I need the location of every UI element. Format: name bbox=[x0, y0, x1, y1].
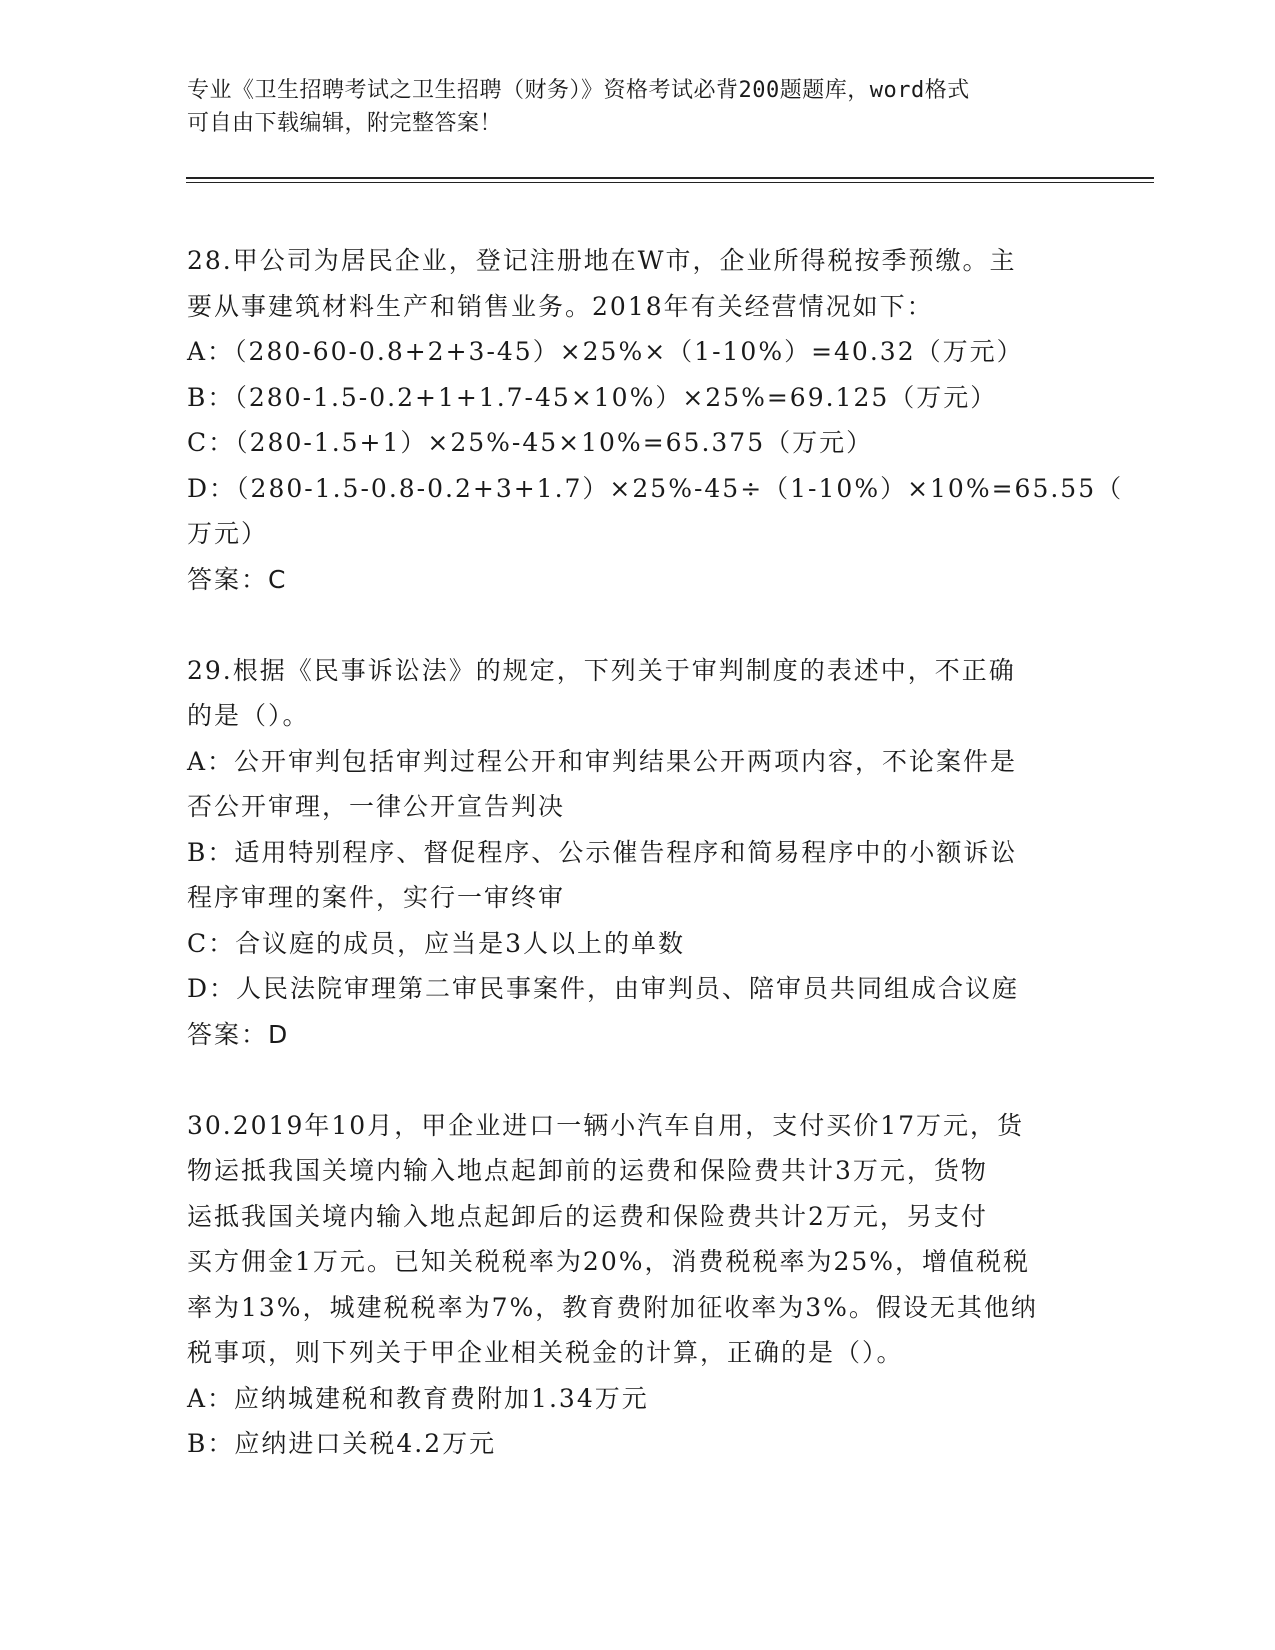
question-stem-line: 30.2019年10月，甲企业进口一辆小汽车自用，支付买价17万元，货 bbox=[187, 1110, 1025, 1140]
header-divider-thick bbox=[186, 177, 1154, 179]
option-d-continued: 万元） bbox=[187, 519, 269, 548]
question-stem-line: 29.根据《民事诉讼法》的规定，下列关于审判制度的表述中，不正确 bbox=[187, 655, 1016, 685]
question-29 bbox=[187, 648, 1087, 1058]
option-d: D：人民法院审理第二审民事案件，由审判员、陪审员共同组成合议庭 bbox=[187, 974, 1020, 1003]
option-a: A：应纳城建税和教育费附加1.34万元 bbox=[187, 1383, 649, 1413]
option-a: A：公开审判包括审判过程公开和审判结果公开两项内容，不论案件是 bbox=[187, 746, 1018, 776]
question-stem-line: 率为13%，城建税税率为7%，教育费附加征收率为3%。假设无其他纳 bbox=[187, 1292, 1038, 1322]
option-b-continued: 程序审理的案件，实行一审终审 bbox=[187, 883, 566, 912]
question-stem-line: 28.甲公司为居民企业，登记注册地在W市，企业所得税按季预缴。主 bbox=[187, 246, 1017, 275]
document-header bbox=[187, 74, 1087, 140]
question-30 bbox=[187, 1103, 1087, 1467]
header-line-1: 专业《卫生招聘考试之卫生招聘（财务）》资格考试必背200题题库，word格式 bbox=[187, 78, 970, 103]
question-stem-line: 运抵我国关境内输入地点起卸后的运费和保险费共计2万元，另支付 bbox=[187, 1201, 988, 1231]
question-stem-line: 要从事建筑材料生产和销售业务。2018年有关经营情况如下： bbox=[187, 291, 934, 321]
question-28 bbox=[187, 238, 1124, 602]
option-b: B：应纳进口关税4.2万元 bbox=[187, 1429, 497, 1458]
answer-label: 答案：D bbox=[187, 1019, 290, 1049]
question-stem-line: 税事项，则下列关于甲企业相关税金的计算，正确的是（）。 bbox=[187, 1338, 904, 1367]
question-list bbox=[187, 238, 1124, 1467]
option-a: A：（280-60-0.8+2+3-45）×25%×（1-10%）=40.32（万元） bbox=[187, 337, 1024, 366]
option-c: C：合议庭的成员，应当是3人以上的单数 bbox=[187, 928, 686, 958]
option-c: C：（280-1.5+1）×25%-45×10%=65.375（万元） bbox=[187, 428, 874, 457]
question-stem-line: 的是（）。 bbox=[187, 701, 310, 730]
option-a-continued: 否公开审理，一律公开宣告判决 bbox=[187, 792, 566, 821]
question-spacer bbox=[187, 602, 1087, 648]
option-b: B：（280-1.5-0.2+1+1.7-45×10%）×25%=69.125（万元） bbox=[187, 382, 998, 412]
answer-label: 答案：C bbox=[187, 564, 288, 594]
question-stem-line: 物运抵我国关境内输入地点起卸前的运费和保险费共计3万元，货物 bbox=[187, 1156, 988, 1185]
option-d: D：（280-1.5-0.8-0.2+3+1.7）×25%-45÷（1-10%）×10%=65.55（ bbox=[187, 473, 1124, 503]
header-line-2: 可自由下载编辑，附完整答案！ bbox=[187, 111, 503, 136]
header-divider-thin bbox=[186, 182, 1154, 183]
option-b: B：适用特别程序、督促程序、公示催告程序和简易程序中的小额诉讼 bbox=[187, 837, 1018, 867]
question-stem-line: 买方佣金1万元。已知关税税率为20%，消费税税率为25%，增值税税 bbox=[187, 1247, 1031, 1276]
question-spacer bbox=[187, 1057, 1087, 1103]
